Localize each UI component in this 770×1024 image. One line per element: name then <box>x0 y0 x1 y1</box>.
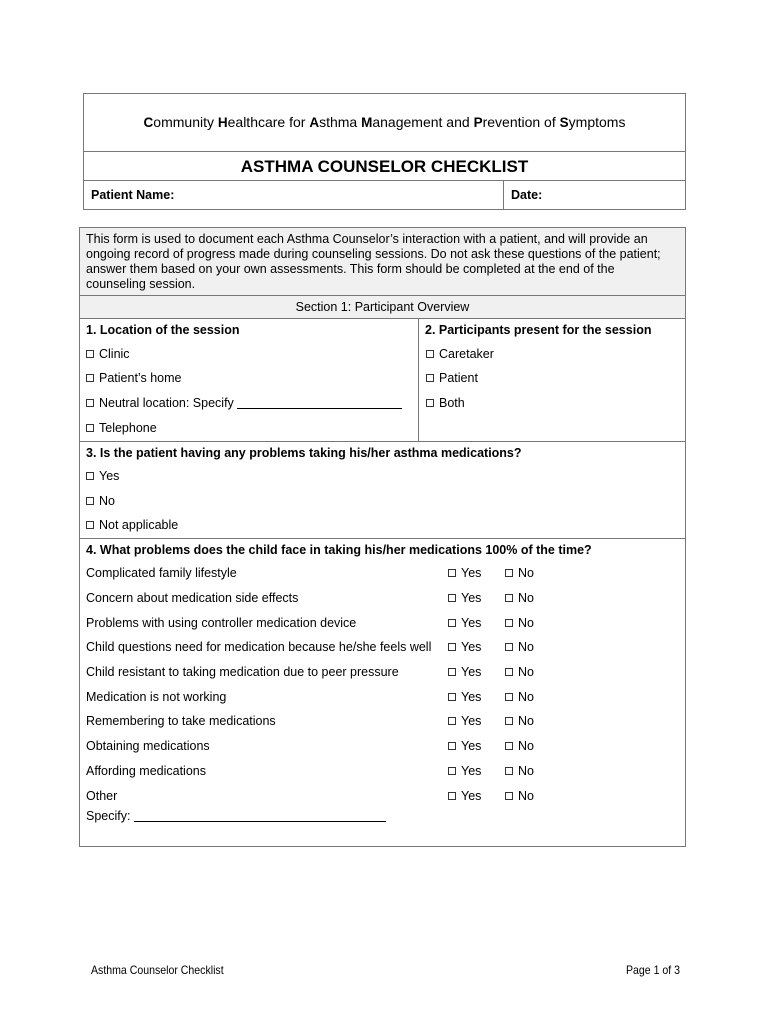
q4-specify <box>86 809 386 824</box>
checkbox-icon[interactable] <box>448 643 456 651</box>
q4-no-option[interactable]: No <box>505 714 534 729</box>
q4-yes-option[interactable]: Yes <box>448 739 481 754</box>
q4-item-label: Other <box>86 789 118 803</box>
q1-q2-divider <box>418 318 419 441</box>
q3-label: 3. Is the patient having any problems taking his/her asthma medications? <box>86 446 522 460</box>
q4-no-option[interactable]: No <box>505 566 534 581</box>
main-form-box <box>79 227 686 847</box>
divider-section-heading <box>79 318 686 319</box>
form-title: ASTHMA COUNSELOR CHECKLIST <box>240 157 529 176</box>
q4-yes-option[interactable]: Yes <box>448 616 481 631</box>
checkbox-icon[interactable] <box>86 497 94 505</box>
q4-yes-option[interactable]: Yes <box>448 566 481 581</box>
checkbox-icon[interactable] <box>86 424 94 432</box>
checkbox-icon[interactable] <box>86 350 94 358</box>
checkbox-icon[interactable] <box>448 569 456 577</box>
q4-yes-option[interactable]: Yes <box>448 690 481 705</box>
q1-option-patients-home[interactable]: Patient’s home <box>86 371 181 386</box>
org-part-5: Prevention of <box>473 114 560 130</box>
org-part-2: Healthcare for <box>217 114 310 130</box>
header-date-divider <box>503 180 504 210</box>
q4-item-label: Child resistant to taking medication due to peer pressure <box>86 665 399 679</box>
checkbox-icon[interactable] <box>505 643 513 651</box>
q2-option-caretaker[interactable]: Caretaker <box>426 347 494 362</box>
checkbox-icon[interactable] <box>448 594 456 602</box>
q3-option-no[interactable]: No <box>86 494 115 509</box>
checkbox-icon[interactable] <box>448 717 456 725</box>
checkbox-icon[interactable] <box>505 693 513 701</box>
checkbox-icon[interactable] <box>86 521 94 529</box>
q4-item-label: Complicated family lifestyle <box>86 566 237 580</box>
checkbox-icon[interactable] <box>448 792 456 800</box>
checkbox-icon[interactable] <box>505 717 513 725</box>
patient-name-field[interactable] <box>180 182 500 208</box>
q2-label: 2. Participants present for the session <box>425 323 652 337</box>
q4-item-label: Obtaining medications <box>86 739 210 753</box>
divider-q3 <box>79 441 686 442</box>
checkbox-icon[interactable] <box>426 374 434 382</box>
q1-option-telephone[interactable]: Telephone <box>86 421 157 436</box>
q4-specify-line[interactable] <box>134 809 386 822</box>
q4-item-label: Problems with using controller medication device <box>86 616 357 630</box>
checkbox-icon[interactable] <box>426 350 434 358</box>
checkbox-icon[interactable] <box>505 742 513 750</box>
q2-option-patient[interactable]: Patient <box>426 371 478 386</box>
checkbox-icon[interactable] <box>448 619 456 627</box>
date-field[interactable] <box>548 182 682 208</box>
intro-line-3: answer them based on your own assessments. This form should be completed at the end of the <box>86 262 615 276</box>
organization-name <box>83 115 686 130</box>
checkbox-icon[interactable] <box>448 693 456 701</box>
checkbox-icon[interactable] <box>505 619 513 627</box>
q4-yes-option[interactable]: Yes <box>448 789 481 804</box>
q4-yes-option[interactable]: Yes <box>448 591 481 606</box>
header-divider-1 <box>83 151 686 152</box>
q4-yes-option[interactable]: Yes <box>448 640 481 655</box>
q4-no-option[interactable]: No <box>505 690 534 705</box>
date-label: Date: <box>511 188 543 202</box>
q3-option-yes[interactable]: Yes <box>86 469 119 484</box>
q4-item-label: Medication is not working <box>86 690 227 704</box>
q1-label: 1. Location of the session <box>86 323 240 337</box>
q1-option-clinic[interactable]: Clinic <box>86 347 130 362</box>
checkbox-icon[interactable] <box>426 399 434 407</box>
checkbox-icon[interactable] <box>505 767 513 775</box>
q4-specify-label: Specify: <box>86 809 131 823</box>
q4-yes-option[interactable]: Yes <box>448 764 481 779</box>
q4-no-option[interactable]: No <box>505 665 534 680</box>
q4-item-label: Affording medications <box>86 764 206 778</box>
q4-no-option[interactable]: No <box>505 739 534 754</box>
org-part-4: Management and <box>361 114 474 130</box>
checkbox-icon[interactable] <box>448 668 456 676</box>
q4-yes-option[interactable]: Yes <box>448 714 481 729</box>
checkbox-icon[interactable] <box>86 399 94 407</box>
intro-line-2: ongoing record of progress made during counseling sessions. Do not ask these questions of the patient; <box>86 247 661 261</box>
neutral-location-specify-line[interactable] <box>237 396 402 409</box>
patient-name-label: Patient Name: <box>91 188 175 202</box>
org-part-1: Community <box>143 114 218 130</box>
divider-q4 <box>79 538 686 539</box>
q1-option-neutral-location[interactable]: Neutral location: Specify <box>86 396 402 411</box>
checkbox-icon[interactable] <box>505 668 513 676</box>
q4-no-option[interactable]: No <box>505 591 534 606</box>
q4-yes-option[interactable]: Yes <box>448 665 481 680</box>
checkbox-icon[interactable] <box>505 792 513 800</box>
org-part-6: Symptoms <box>559 114 626 130</box>
q3-option-not-applicable[interactable]: Not applicable <box>86 518 178 533</box>
q4-no-option[interactable]: No <box>505 616 534 631</box>
checkbox-icon[interactable] <box>86 374 94 382</box>
footer-left: Asthma Counselor Checklist <box>91 963 224 977</box>
section-heading: Section 1: Participant Overview <box>295 300 470 314</box>
org-part-3: Asthma <box>309 114 362 130</box>
checkbox-icon[interactable] <box>505 594 513 602</box>
checkbox-icon[interactable] <box>86 472 94 480</box>
checkbox-icon[interactable] <box>505 569 513 577</box>
q4-label: 4. What problems does the child face in taking his/her medications 100% of the time? <box>86 543 592 557</box>
checkbox-icon[interactable] <box>448 767 456 775</box>
q4-item-label: Child questions need for medication because he/she feels well <box>86 640 432 654</box>
header-divider-2 <box>83 180 686 181</box>
intro-line-4: counseling session. <box>86 277 196 291</box>
intro-line-1: This form is used to document each Asthma Counselor’s interaction with a patient, and will provide an <box>86 232 648 246</box>
q4-no-option[interactable]: No <box>505 789 534 804</box>
q4-no-option[interactable]: No <box>505 640 534 655</box>
footer-page-number: Page 1 of 3 <box>625 963 680 977</box>
q2-option-both[interactable]: Both <box>426 396 465 411</box>
q4-item-label: Remembering to take medications <box>86 714 276 728</box>
q4-no-option[interactable]: No <box>505 764 534 779</box>
q4-item-label: Concern about medication side effects <box>86 591 299 605</box>
checkbox-icon[interactable] <box>448 742 456 750</box>
